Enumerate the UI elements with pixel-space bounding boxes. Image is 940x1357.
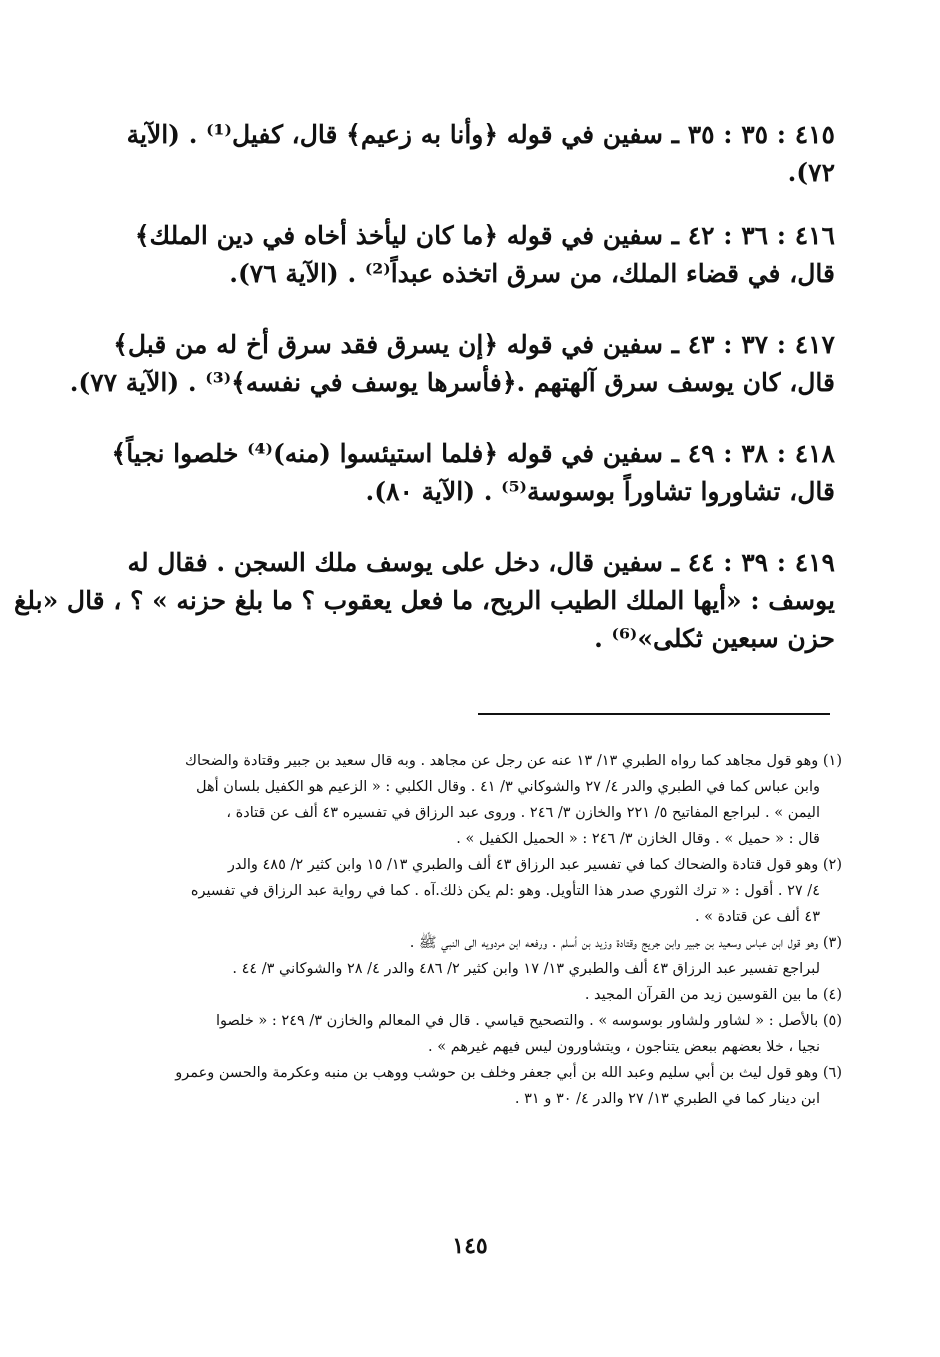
footnote-line: (١) وهو قول مجاهد كما رواه الطبري ١٣/ ١٣ عنه عن رجل عن مجاهد . وبه قال سعيد بن جبير وقتادة والضحاك — [185, 753, 842, 769]
footnote-3 — [132, 930, 842, 982]
entry-417 — [69, 326, 835, 402]
entry-415 — [126, 116, 835, 192]
entry-line: ٤١٧ : ٣٧ : ٤٣ ـ سفين في قوله ﴿إن يسرق فقد سرق أخ له من قبل﴾ — [113, 330, 835, 359]
footnote-line: اليمن » . لبراجع المفاتيح ٥/ ٢٢١ والخازن ٣/ ٢٤٦ . وروى عبد الرزاق في تفسيره ٤٣ ألف عن قتادة ، — [226, 805, 820, 821]
footnote-5 — [132, 1008, 842, 1060]
entry-line: قال، في قضاء الملك، من سرق اتخذه عبداً⁽²⁾ . (الآية ٧٦). — [229, 259, 835, 288]
entry-line: يوسف : «أيها الملك الطيب الريح، ما فعل يعقوب ؟ ما بلغ حزنه » ؟ ، قال «بلغ — [14, 586, 835, 615]
footnote-line: قال : « حميل » . وقال الخازن ٣/ ٢٤٦ : « الحميل الكفيل » . — [456, 831, 820, 847]
entry-line: ٤١٦ : ٣٦ : ٤٢ ـ سفين في قوله ﴿ما كان ليأخذ أخاه في دين الملك﴾ — [134, 221, 835, 250]
entry-418 — [111, 435, 835, 511]
footnote-line: (٦) وهو قول ليث بن أبي سليم وعبد الله بن أبي جعفر وخلف بن حوشب ووهب بن منبه وعكرمة والحسن وعمرو — [175, 1065, 842, 1081]
footnote-1 — [132, 748, 842, 852]
footnote-separator — [478, 713, 830, 715]
footnote-line: (٣) وهو قول ابن عباس وسعيد بن جبير وابن جريج وقتادة وزيد بن أسلم . ورفعه ابن مردويه الى النبي ﷺ . — [409, 935, 842, 951]
entry-line: حزن سبعين ثكلى»⁽⁶⁾ . — [594, 624, 835, 653]
entry-line: ٤١٥ : ٣٥ : ٣٥ ـ سفين في قوله ﴿وأنا به زعيم﴾ قال، كفيل⁽¹⁾ . (الآية — [126, 120, 835, 149]
footnote-line: ٤٣ ألف عن قتادة » . — [694, 909, 820, 925]
page-number: ١٤٥ — [452, 1233, 488, 1259]
footnotes — [132, 748, 842, 1112]
entry-line: ٤١٨ : ٣٨ : ٤٩ ـ سفين في قوله ﴿فلما استيئسوا (منه)⁽⁴⁾ خلصوا نجياً﴾ — [111, 439, 835, 468]
footnote-line: ابن دينار كما في الطبري ١٣/ ٢٧ والدر ٤/ ٣٠ و ٣١ . — [514, 1091, 820, 1107]
footnote-line: وابن عباس كما في الطبري والدر ٤/ ٢٧ والشوكاني ٣/ ٤١ . وقال الكلبي : « الزعيم هو الكفيل بلسان أهل — [195, 779, 820, 795]
footnote-line: (٢) وهو قول قتادة والضحاك كما في تفسير عبد الرزاق ٤٣ ألف والطبري ١٣/ ١٥ وابن كثير ٢/ ٤٨٥ والدر — [227, 857, 842, 873]
footnote-4 — [132, 982, 842, 1008]
entry-line: ٤١٩ : ٣٩ : ٤٤ ـ سفين قال، دخل على يوسف ملك السجن . فقال له — [127, 548, 835, 577]
footnote-line: لبراجع تفسير عبد الرزاق ٤٣ ألف والطبري ١٣/ ١٧ وابن كثير ٢/ ٤٨٦ والدر ٤/ ٢٨ والشوكاني ٣/ ٤٤ . — [232, 961, 820, 977]
entry-line: ٧٢). — [787, 158, 835, 187]
entry-416 — [135, 217, 835, 293]
entry-line: قال، تشاوروا تشاوراً بوسوسة⁽⁵⁾ . (الآية ٨٠). — [365, 477, 835, 506]
footnote-2 — [132, 852, 842, 930]
footnote-line: نجيا ، خلا بعضهم ببعض يتناجون ، ويتشاورون ليس فيهم غيرهم » . — [428, 1039, 820, 1055]
footnote-line: (٥) بالأصل : « لشاور ولشاور بوسوسه » . والتصحيح قياسي . قال في المعالم والخازن ٣/ ٢٤٩ : « خلصوا — [215, 1013, 842, 1029]
entry-line: قال، كان يوسف سرق آلهتهم .﴿فأسرها يوسف في نفسه﴾⁽³⁾ . (الآية ٧٧). — [69, 368, 835, 397]
footnote-6 — [132, 1060, 842, 1112]
footnote-line: (٤) ما بين القوسين زيد من القرآن المجيد . — [584, 987, 842, 1003]
footnote-line: ٤/ ٢٧ . أقول : « ترك الثوري صدر هذا التأويل. وهو :لم يكن ذلك.آه . كما في رواية عبد الرزاق في تفسيره — [190, 883, 820, 899]
entry-419 — [14, 544, 835, 658]
